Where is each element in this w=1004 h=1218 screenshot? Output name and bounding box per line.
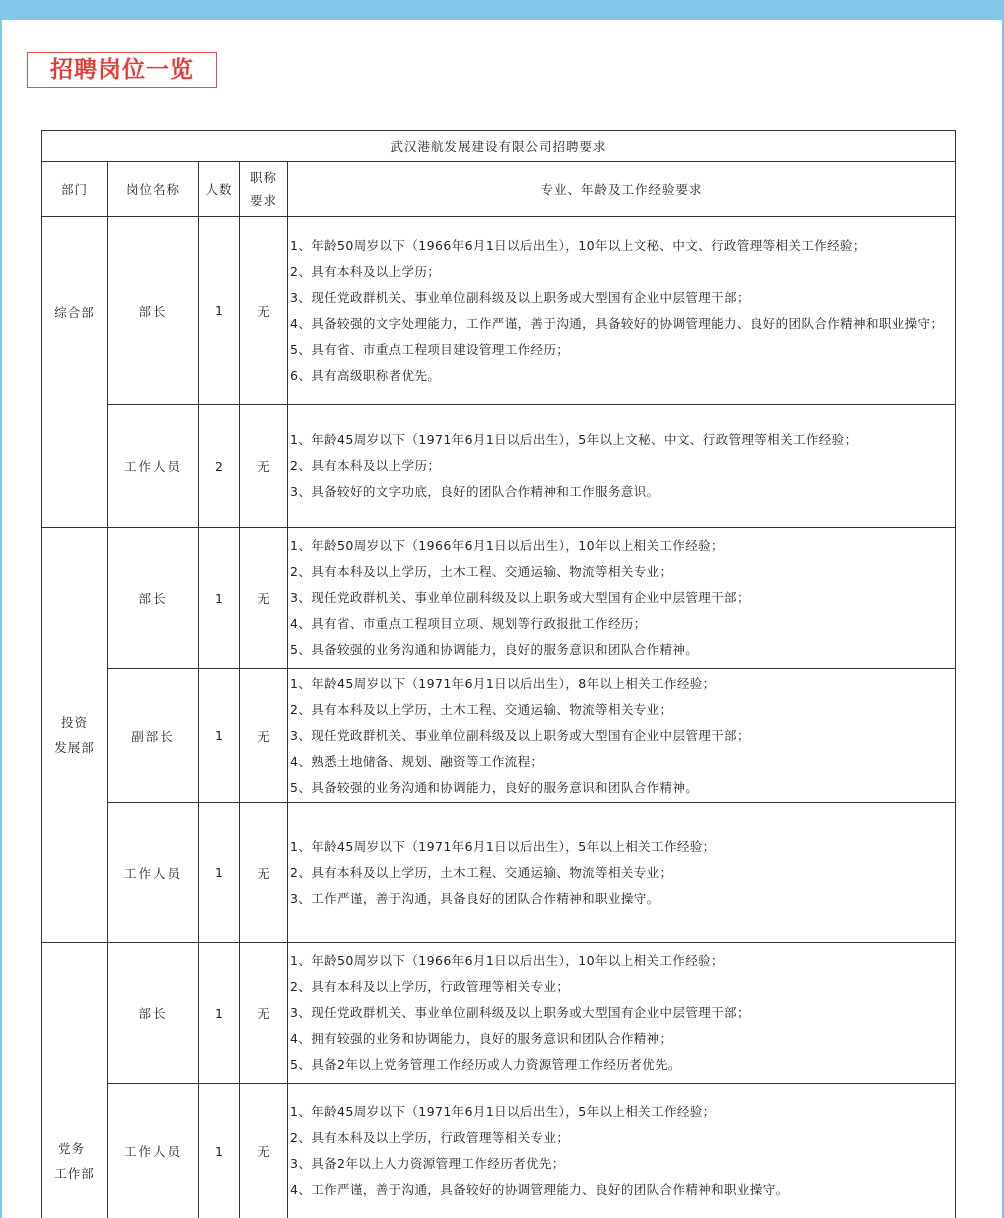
requirement-item: 5、具备较强的业务沟通和协调能力，良好的服务意识和团队合作精神。 [290, 779, 699, 795]
requirement-item: 3、具备较好的文字功底，良好的团队合作精神和工作服务意识。 [290, 484, 660, 499]
position-cell: 副部长 [108, 669, 199, 803]
position-cell: 工作人员 [108, 803, 199, 943]
requirement-item: 6、具有高级职称者优先。 [290, 367, 441, 383]
document-page [2, 20, 1002, 1218]
requirement-item: 3、现任党政群机关、事业单位副科级及以上职务或大型国有企业中层管理干部； [290, 590, 750, 605]
title-req-cell: 无 [240, 528, 288, 669]
requirement-item: 3、工作严谨，善于沟通，具备良好的团队合作精神和职业操守。 [290, 890, 660, 906]
requirements-cell [288, 943, 956, 1084]
count-cell: 1 [199, 943, 240, 1084]
dept-name-line: 投资 [60, 715, 88, 730]
position-cell: 部长 [108, 528, 199, 669]
header-dept: 部门 [42, 162, 108, 217]
count-cell: 1 [199, 1084, 240, 1218]
requirement-item: 5、具备2年以上党务管理工作经历或人力资源管理工作经历者优先。 [290, 1057, 681, 1072]
title-req-cell: 无 [240, 669, 288, 803]
requirement-item: 2、具有本科及以上学历，行政管理等相关专业； [290, 979, 570, 994]
requirement-item: 4、拥有较强的业务和协调能力，良好的服务意识和团队合作精神； [290, 1031, 673, 1046]
position-cell: 工作人员 [108, 1084, 199, 1218]
header-count: 人数 [199, 162, 240, 217]
recruitment-table-body [42, 131, 956, 1218]
title-req-cell: 无 [240, 405, 288, 528]
requirement-item: 4、工作严谨，善于沟通，具备较好的协调管理能力、良好的团队合作精神和职业操守。 [290, 1182, 789, 1197]
dept-name-line: 发展部 [54, 740, 95, 755]
title-req-cell: 无 [240, 943, 288, 1084]
count-cell: 1 [199, 217, 240, 405]
requirement-item: 1、年龄50周岁以下（1966年6月1日以后出生），10年以上相关工作经验； [290, 538, 724, 553]
count-cell: 1 [199, 528, 240, 669]
dept-cell [42, 943, 108, 1218]
dept-cell [42, 528, 108, 943]
header-title-req-line1: 职称 [249, 170, 277, 185]
requirement-item: 4、具备较强的文字处理能力，工作严谨，善于沟通，具备较好的协调管理能力、良好的团队合作精神和职业操守； [290, 315, 944, 331]
requirements-cell [288, 669, 956, 803]
requirement-item: 1、年龄45周岁以下（1971年6月1日以后出生），5年以上文秘、中文、行政管理等相关工作经验； [290, 432, 858, 447]
requirement-item: 3、现任党政群机关、事业单位副科级及以上职务或大型国有企业中层管理干部； [290, 727, 750, 743]
recruitment-table-wrap [41, 130, 955, 1218]
requirements-cell [288, 528, 956, 669]
requirement-item: 2、具有本科及以上学历，土木工程、交通运输、物流等相关专业； [290, 701, 673, 717]
requirement-item: 2、具有本科及以上学历； [290, 263, 441, 279]
position-cell: 工作人员 [108, 405, 199, 528]
dept-cell [42, 217, 108, 528]
requirement-item: 2、具有本科及以上学历，土木工程、交通运输、物流等相关专业； [290, 864, 673, 880]
table-caption: 武汉港航发展建设有限公司招聘要求 [42, 131, 956, 162]
title-req-cell: 无 [240, 803, 288, 943]
count-cell: 2 [199, 405, 240, 528]
requirement-item: 3、具备2年以上人力资源管理工作经历者优先； [290, 1156, 565, 1171]
requirements-cell [288, 803, 956, 943]
position-cell: 部长 [108, 943, 199, 1084]
title-req-cell: 无 [240, 1084, 288, 1218]
header-requirements: 专业、年龄及工作经验要求 [288, 162, 956, 217]
header-title-req-line2: 要求 [249, 193, 277, 208]
requirements-cell [288, 1084, 956, 1218]
count-cell: 1 [199, 669, 240, 803]
requirement-item: 1、年龄50周岁以下（1966年6月1日以后出生），10年以上相关工作经验； [290, 953, 724, 968]
requirements-cell [288, 405, 956, 528]
table-row [42, 1084, 956, 1218]
header-title-req [240, 162, 288, 217]
requirement-item: 1、年龄50周岁以下（1966年6月1日以后出生），10年以上文秘、中文、行政管理等相关工作经验； [290, 237, 866, 253]
requirement-item: 1、年龄45周岁以下（1971年6月1日以后出生），5年以上相关工作经验； [290, 1104, 716, 1119]
section-heading: 招聘岗位一览 [50, 56, 194, 83]
section-heading-box [27, 52, 217, 88]
requirements-cell [288, 217, 956, 405]
requirement-item: 2、具有本科及以上学历，行政管理等相关专业； [290, 1130, 570, 1145]
recruitment-table [41, 130, 956, 1218]
dept-name-line: 综合部 [54, 304, 95, 320]
requirement-item: 3、现任党政群机关、事业单位副科级及以上职务或大型国有企业中层管理干部； [290, 289, 750, 305]
dept-name-line: 党务 [57, 1140, 85, 1156]
requirement-item: 1、年龄45周岁以下（1971年6月1日以后出生），8年以上相关工作经验； [290, 675, 716, 691]
table-row [42, 405, 956, 528]
requirement-item: 4、熟悉土地储备、规划、融资等工作流程； [290, 753, 544, 769]
table-row [42, 803, 956, 943]
table-row [42, 943, 956, 1084]
requirement-item: 3、现任党政群机关、事业单位副科级及以上职务或大型国有企业中层管理干部； [290, 1005, 750, 1020]
requirement-item: 5、具备较强的业务沟通和协调能力，良好的服务意识和团队合作精神。 [290, 642, 699, 657]
requirement-item: 2、具有本科及以上学历，土木工程、交通运输、物流等相关专业； [290, 564, 673, 579]
requirement-item: 1、年龄45周岁以下（1971年6月1日以后出生），5年以上相关工作经验； [290, 838, 716, 854]
count-cell: 1 [199, 803, 240, 943]
dept-name-line: 工作部 [54, 1165, 95, 1181]
position-cell: 部长 [108, 217, 199, 405]
table-row [42, 217, 956, 405]
requirement-item: 2、具有本科及以上学历； [290, 458, 441, 473]
table-row [42, 528, 956, 669]
requirement-item: 5、具有省、市重点工程项目建设管理工作经历； [290, 341, 570, 357]
requirement-item: 4、具有省、市重点工程项目立项、规划等行政报批工作经历； [290, 616, 647, 631]
header-position: 岗位名称 [108, 162, 199, 217]
table-header-row [42, 162, 956, 217]
title-req-cell: 无 [240, 217, 288, 405]
table-row [42, 669, 956, 803]
